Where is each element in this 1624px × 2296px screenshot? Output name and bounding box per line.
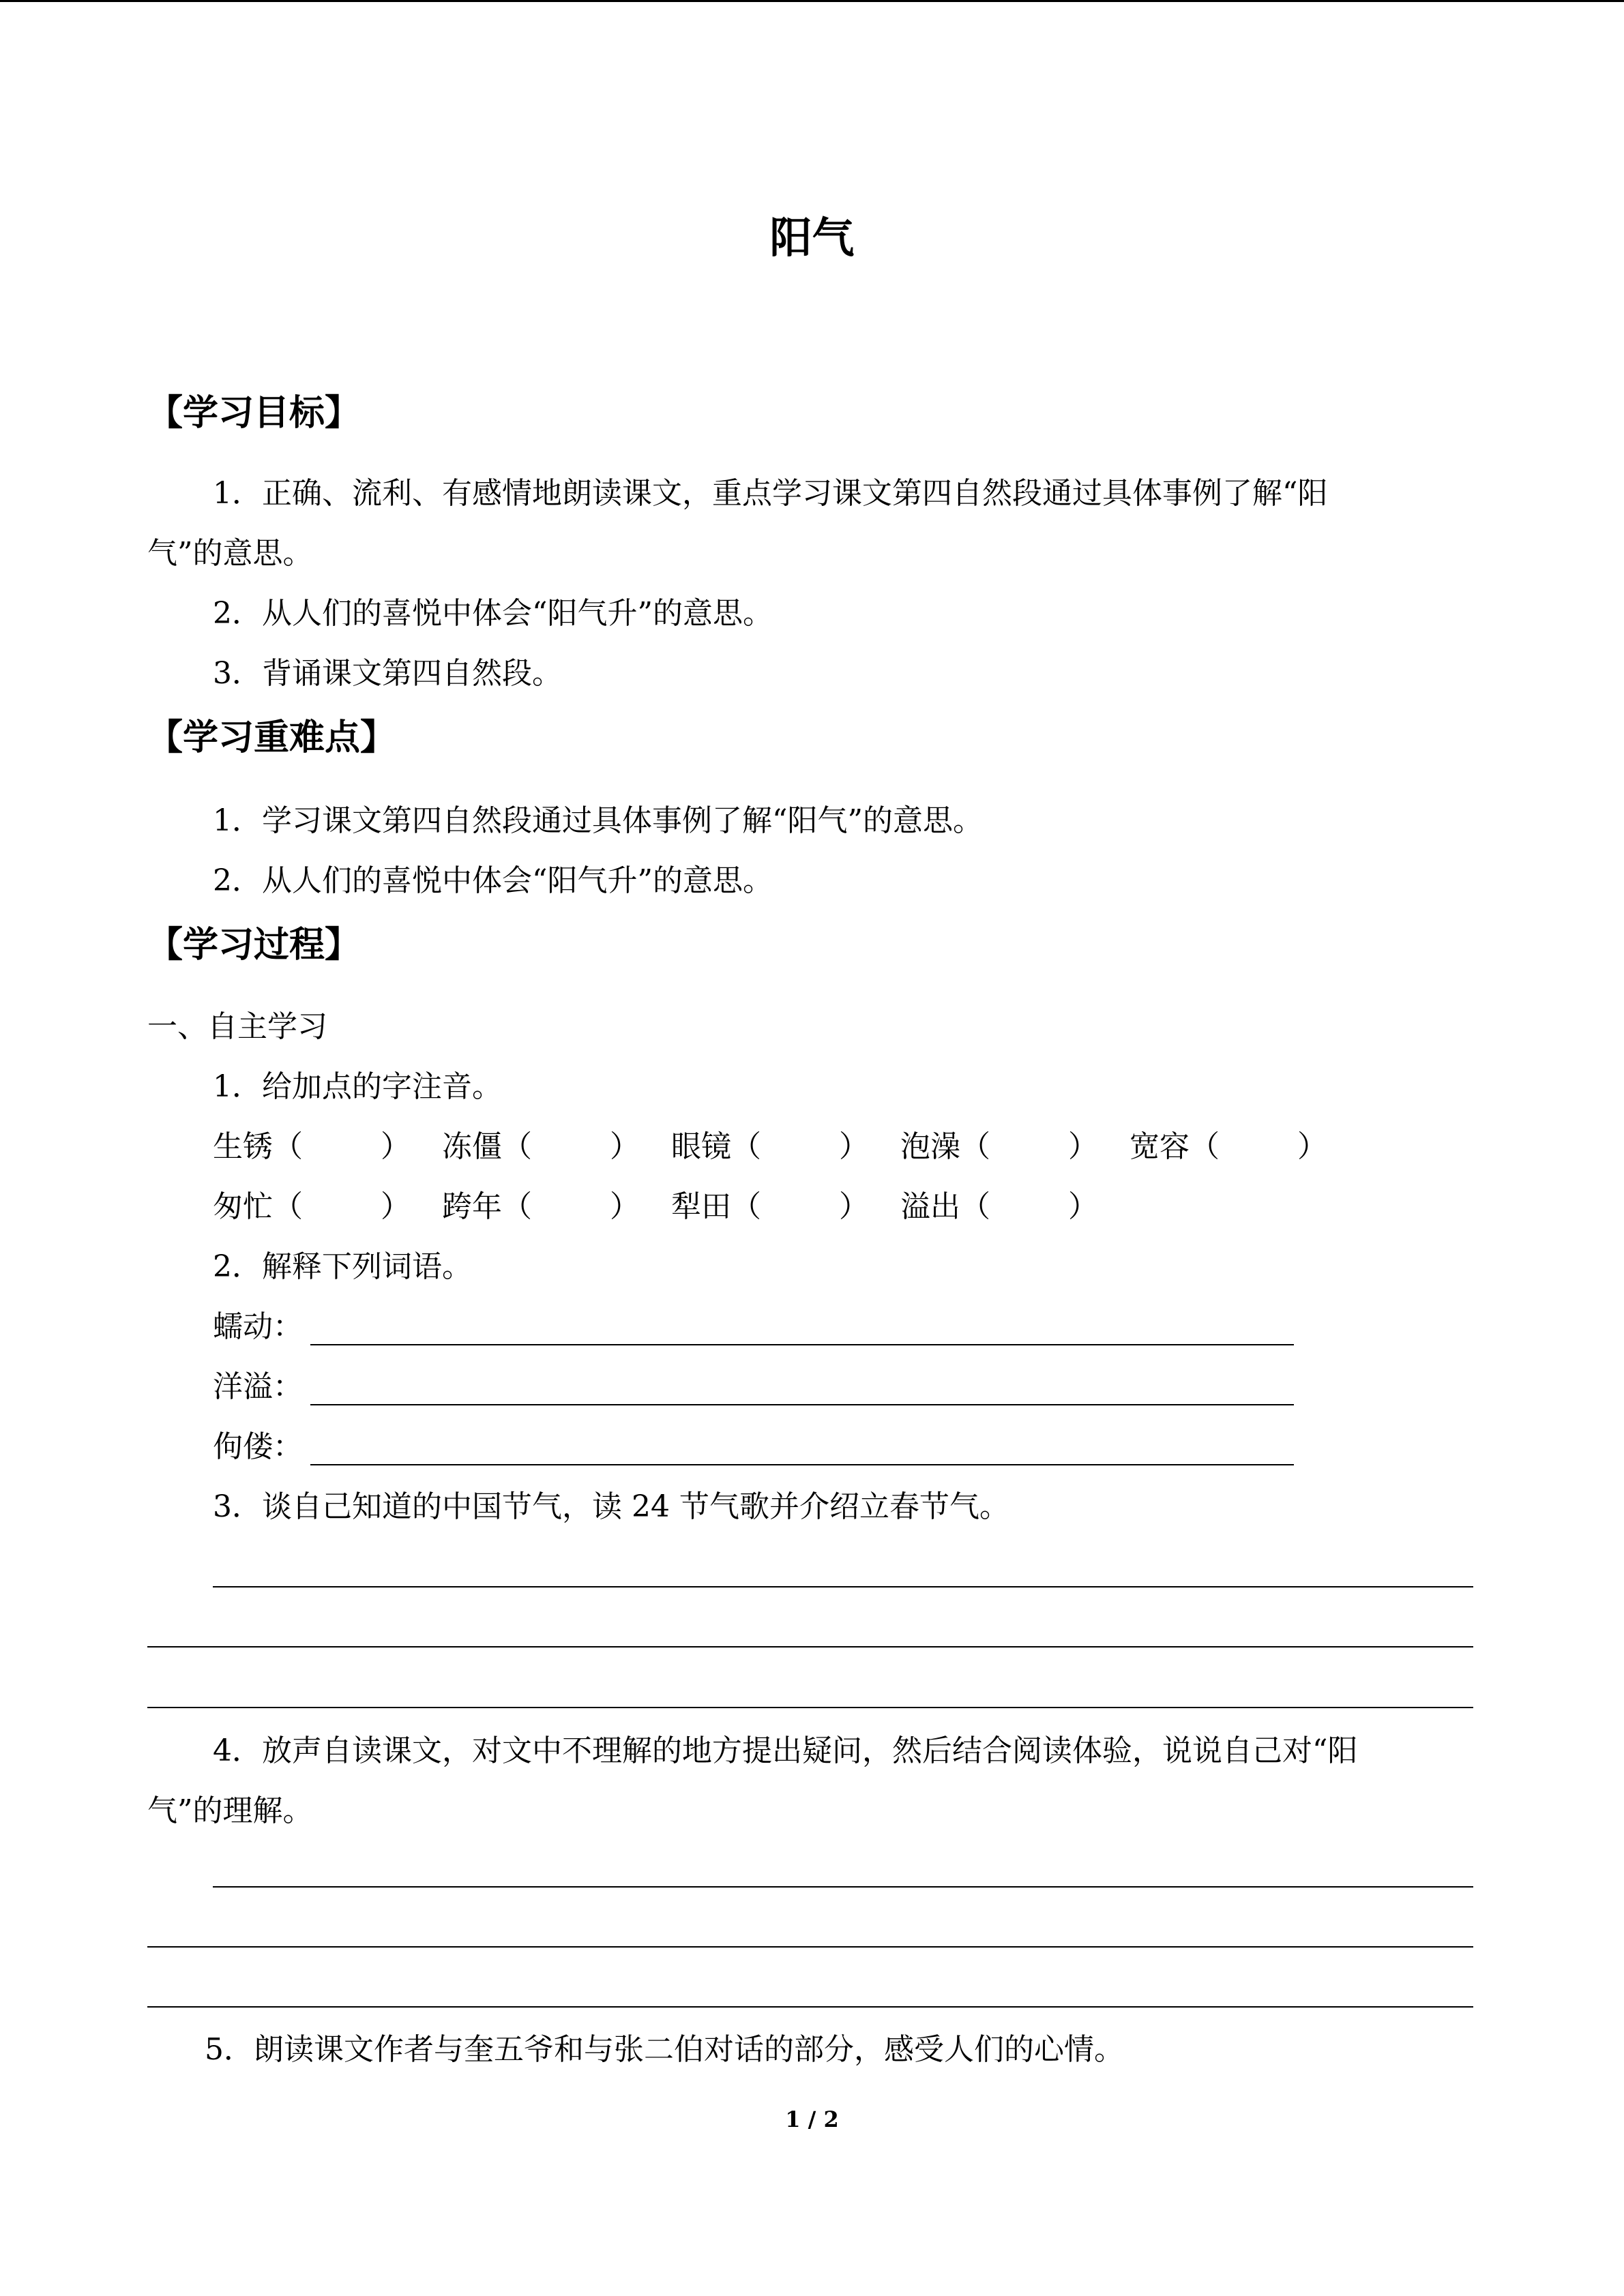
key-points-heading: 【学习重难点】 [147, 717, 396, 758]
q3-answer-line-3[interactable] [147, 1707, 1473, 1708]
objective-item-2: 2．从人们的喜悦中体会“阳气升”的意思。 [213, 596, 773, 631]
q4-answer-line-1[interactable] [213, 1886, 1473, 1888]
part1-heading: 一、自主学习 [147, 1009, 327, 1044]
objective-item-3: 3．背诵课文第四自然段。 [213, 656, 562, 691]
key-point-item-2: 2．从人们的喜悦中体会“阳气升”的意思。 [213, 863, 773, 898]
term-label-3: 佝偻： [213, 1429, 303, 1464]
term-label-2: 洋溢： [213, 1369, 303, 1404]
q1-prompt: 1．给加点的字注音。 [213, 1069, 502, 1104]
pinyin-item-9: 溢出（ ） [900, 1189, 1098, 1224]
q3-answer-line-1[interactable] [213, 1586, 1473, 1587]
term-answer-line-3[interactable] [310, 1464, 1294, 1465]
pinyin-item-4: 泡澡（ ） [900, 1129, 1098, 1164]
q4-answer-line-2[interactable] [147, 1946, 1473, 1948]
pinyin-item-8: 犁田（ ） [671, 1189, 869, 1224]
term-answer-line-2[interactable] [310, 1404, 1294, 1405]
pinyin-item-7: 跨年（ ） [442, 1189, 640, 1224]
page-top-border [0, 0, 1624, 2]
q2-prompt: 2．解释下列词语。 [213, 1249, 472, 1284]
pinyin-item-5: 宽容（ ） [1130, 1129, 1327, 1164]
objectives-heading: 【学习目标】 [147, 393, 361, 434]
objective-item-1-cont: 气”的意思。 [147, 536, 313, 571]
objective-item-1: 1．正确、流利、有感情地朗读课文，重点学习课文第四自然段通过具体事例了解“阳 [213, 476, 1328, 511]
page-title: 阳气 [769, 213, 855, 263]
q4-prompt-cont: 气”的理解。 [147, 1793, 313, 1828]
q3-prompt: 3．谈自己知道的中国节气，读 24 节气歌并介绍立春节气。 [213, 1489, 1009, 1524]
key-point-item-1: 1．学习课文第四自然段通过具体事例了解“阳气”的意思。 [213, 803, 983, 838]
q5-prompt: 5．朗读课文作者与奎五爷和与张二伯对话的部分，感受人们的心情。 [205, 2032, 1124, 2067]
q4-answer-line-3[interactable] [147, 2006, 1473, 2008]
q3-answer-line-2[interactable] [147, 1646, 1473, 1648]
page-number: 1 / 2 [785, 2106, 839, 2132]
process-heading: 【学习过程】 [147, 925, 361, 966]
q4-prompt: 4．放声自读课文，对文中不理解的地方提出疑问，然后结合阅读体验，说说自己对“阳 [213, 1733, 1358, 1768]
pinyin-item-1: 生锈（ ） [213, 1129, 411, 1164]
pinyin-item-3: 眼镜（ ） [671, 1129, 869, 1164]
term-label-1: 蠕动： [213, 1309, 303, 1344]
pinyin-item-2: 冻僵（ ） [442, 1129, 640, 1164]
term-answer-line-1[interactable] [310, 1344, 1294, 1345]
pinyin-item-6: 匆忙（ ） [213, 1189, 411, 1224]
